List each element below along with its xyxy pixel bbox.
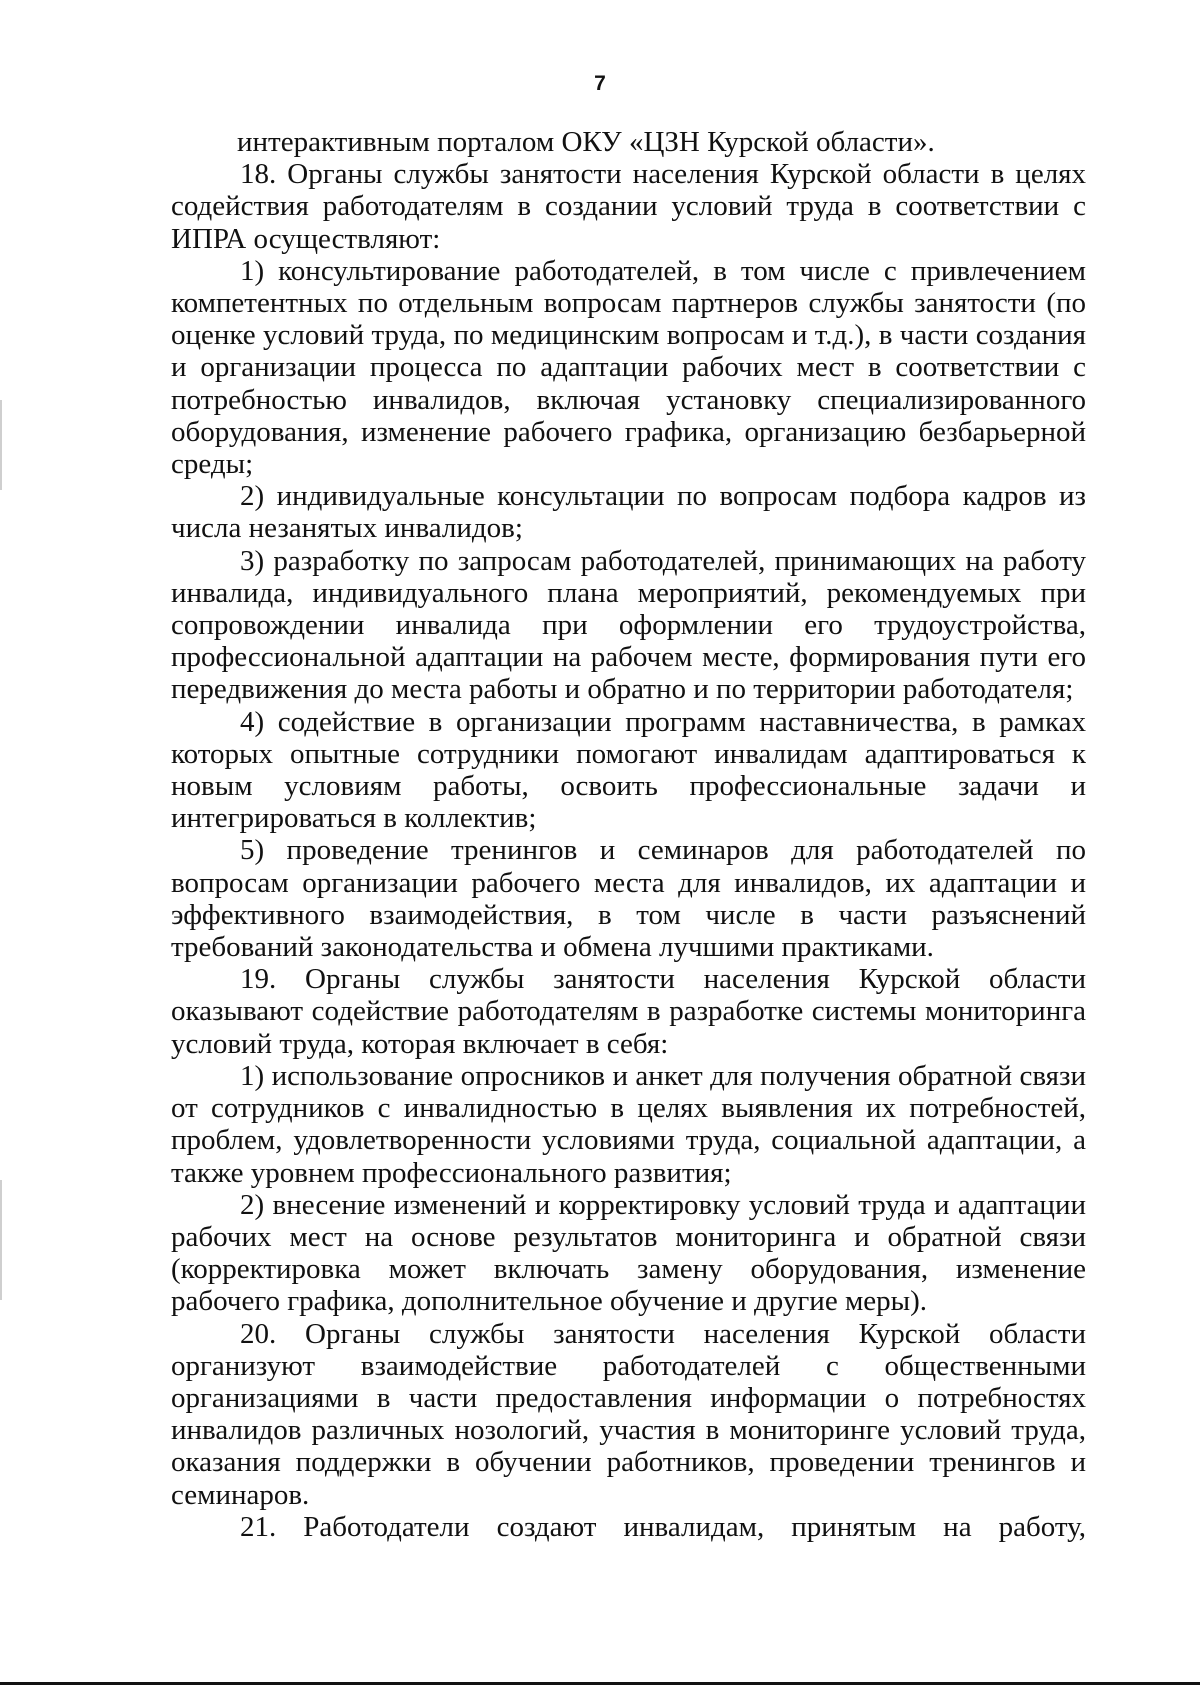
document-body [171,126,1086,1543]
paragraph-19-subitem-1: 1) использование опросников и анкет для получения обратной связи от сотрудников с инвалидностью в целях выявления их потребностей, проблем, удовлетворенности условиями труда, социальной адаптации, а также уровнем профессионального развития; [171,1059,1086,1189]
paragraph-18-subitem-2: 2) индивидуальные консультации по вопросам подбора кадров из числа незанятых инвалидов; [171,480,1086,545]
paragraph-item-21: 21. Работодатели создают инвалидам, принятым на работу, [240,1510,1086,1543]
paragraph-18-subitem-5: 5) проведение тренингов и семинаров для работодателей по вопросам организации рабочего места для инвалидов, их адаптации и эффективного взаимодействия, в том числе в части разъяснений требований законодательства и обмена лучшими практиками. [171,834,1086,964]
paragraph-18-subitem-3: 3) разработку по запросам работодателей, принимающих на работу инвалида, индивидуального плана мероприятий, рекомендуемых при сопровождении инвалида при оформлении его трудоустройства, профессиональной адаптации на рабочем месте, формирования пути его передвижения до места работы и обратно и по территории работодателя; [171,544,1086,706]
scan-bottom-line [0,1682,1200,1685]
paragraph-18-subitem-1: 1) консультирование работодателей, в том числе с привлечением компетентных по отдельным вопросам партнеров службы занятости (по оценке условий труда, по медицинским вопросам и т.д.), в части создания и организации процесса по адаптации рабочих мест в соответствии с потребностью инвалидов, включая установку специализированного оборудования, изменение рабочего графика, организацию безбарьерной среды; [171,254,1086,481]
paragraph-19-subitem-2: 2) внесение изменений и корректировку условий труда и адаптации рабочих мест на основе результатов мониторинга и обратной связи (корректировка может включать замену оборудования, изменение рабочего графика, дополнительное обучение и другие меры). [171,1188,1086,1318]
paragraph-item-19: 19. Органы службы занятости населения Курской области оказывают содействие работодателям в разработке системы мониторинга условий труда, которая включает в себя: [171,963,1086,1060]
page-number: 7 [594,72,606,95]
scan-edge-mark [0,400,2,490]
scan-edge-mark [0,1180,2,1300]
paragraph-18-subitem-4: 4) содействие в организации программ наставничества, в рамках которых опытные сотрудники помогают инвалидам адаптироваться к новым условиям работы, освоить профессиональные задачи и интегрироваться в коллектив; [171,705,1086,835]
paragraph-item-18: 18. Органы службы занятости населения Курской области в целях содействия работодателям в создании условий труда в соответствии с ИПРА осуществляют: [171,158,1086,255]
paragraph-item-20: 20. Органы службы занятости населения Курской области организуют взаимодействие работодателей с общественными организациями в части предоставления информации о потребностях инвалидов различных нозологий, участия в мониторинге условий труда, оказания поддержки в обучении работников, проведении тренингов и семинаров. [171,1317,1086,1511]
paragraph-continuation: интерактивным порталом ОКУ «ЦЗН Курской области». [237,126,935,158]
